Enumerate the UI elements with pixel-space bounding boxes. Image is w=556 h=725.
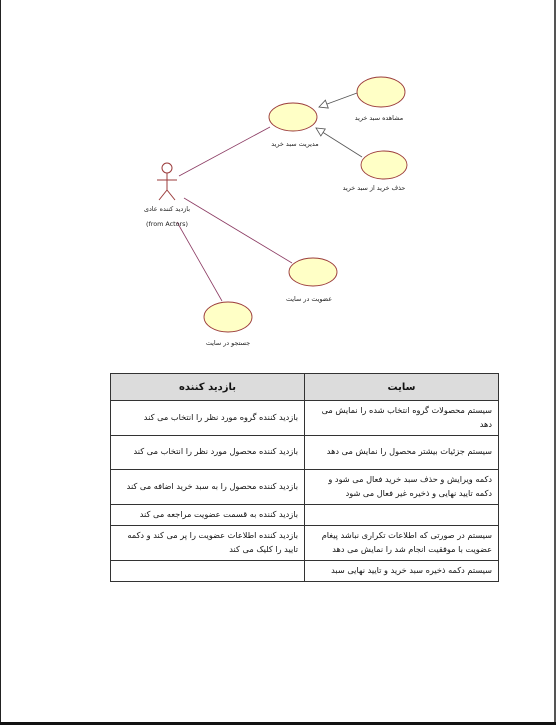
- association-actor-member: [184, 198, 292, 263]
- header-visitor: بازدید کننده: [111, 374, 305, 401]
- cell-visitor: بازدید کننده اطلاعات عضویت را پر می کند و دکمه تایید را کلیک می کند: [111, 525, 305, 560]
- use-case-membership: [289, 258, 337, 286]
- table-row: [111, 560, 499, 581]
- actor-figure: [157, 163, 177, 200]
- cell-site: سیستم محصولات گروه انتخاب شده را نمایش می دهد: [305, 401, 499, 436]
- table-row: [111, 435, 499, 469]
- scenario-table: [110, 373, 499, 582]
- use-case-delete-from-cart: [361, 151, 407, 179]
- table-row: [111, 525, 499, 560]
- cell-site: سیستم جزئیات بیشتر محصول را نمایش می دهد: [305, 435, 499, 469]
- use-case-search: [204, 302, 252, 332]
- association-actor-search: [177, 222, 222, 301]
- generalization-delete-to-manage: [316, 128, 362, 157]
- cell-visitor: [111, 560, 305, 581]
- header-site: سایت: [305, 374, 499, 401]
- generalization-view-to-manage: [319, 93, 357, 107]
- table-header-row: [111, 374, 499, 401]
- actor-stereotype: (from Actors): [145, 220, 189, 228]
- table-row: [111, 469, 499, 504]
- use-case-manage-cart-label: مدیریت سبد خرید: [271, 140, 319, 148]
- cell-site: سیستم در صورتی که اطلاعات تکراری نباشد پیغام عضویت با موفقیت انجام شد را نمایش می دهد: [305, 525, 499, 560]
- association-actor-manage: [179, 127, 270, 176]
- cell-site: سیستم دکمه ذخیره سبد خرید و تایید نهایی سبد: [305, 560, 499, 581]
- cell-visitor: بازدید کننده محصول مورد نظر را انتخاب می کند: [111, 435, 305, 469]
- cell-site: دکمه ویرایش و حذف سبد خرید فعال می شود و دکمه تایید نهایی و ذخیره غیر فعال می شود: [305, 469, 499, 504]
- table-row: [111, 504, 499, 525]
- cell-visitor: بازدید کننده به قسمت عضویت مراجعه می کند: [111, 504, 305, 525]
- use-case-search-label: جستجو در سایت: [205, 339, 251, 347]
- use-case-membership-label: عضویت در سایت: [285, 295, 333, 303]
- use-case-view-cart-label: مشاهده سبد خرید: [354, 114, 404, 122]
- table-row: [111, 401, 499, 436]
- cell-visitor: بازدید کننده محصول را به سبد خرید اضافه می کند: [111, 469, 305, 504]
- use-case-delete-from-cart-label: حذف خرید از سبد خرید: [342, 184, 406, 192]
- cell-visitor: بازدید کننده گروه مورد نظر را انتخاب می کند: [111, 401, 305, 436]
- use-case-manage-cart: [269, 103, 317, 131]
- use-case-view-cart: [357, 77, 405, 107]
- actor-name: بازدید کننده عادی: [143, 205, 191, 213]
- cell-site: [305, 504, 499, 525]
